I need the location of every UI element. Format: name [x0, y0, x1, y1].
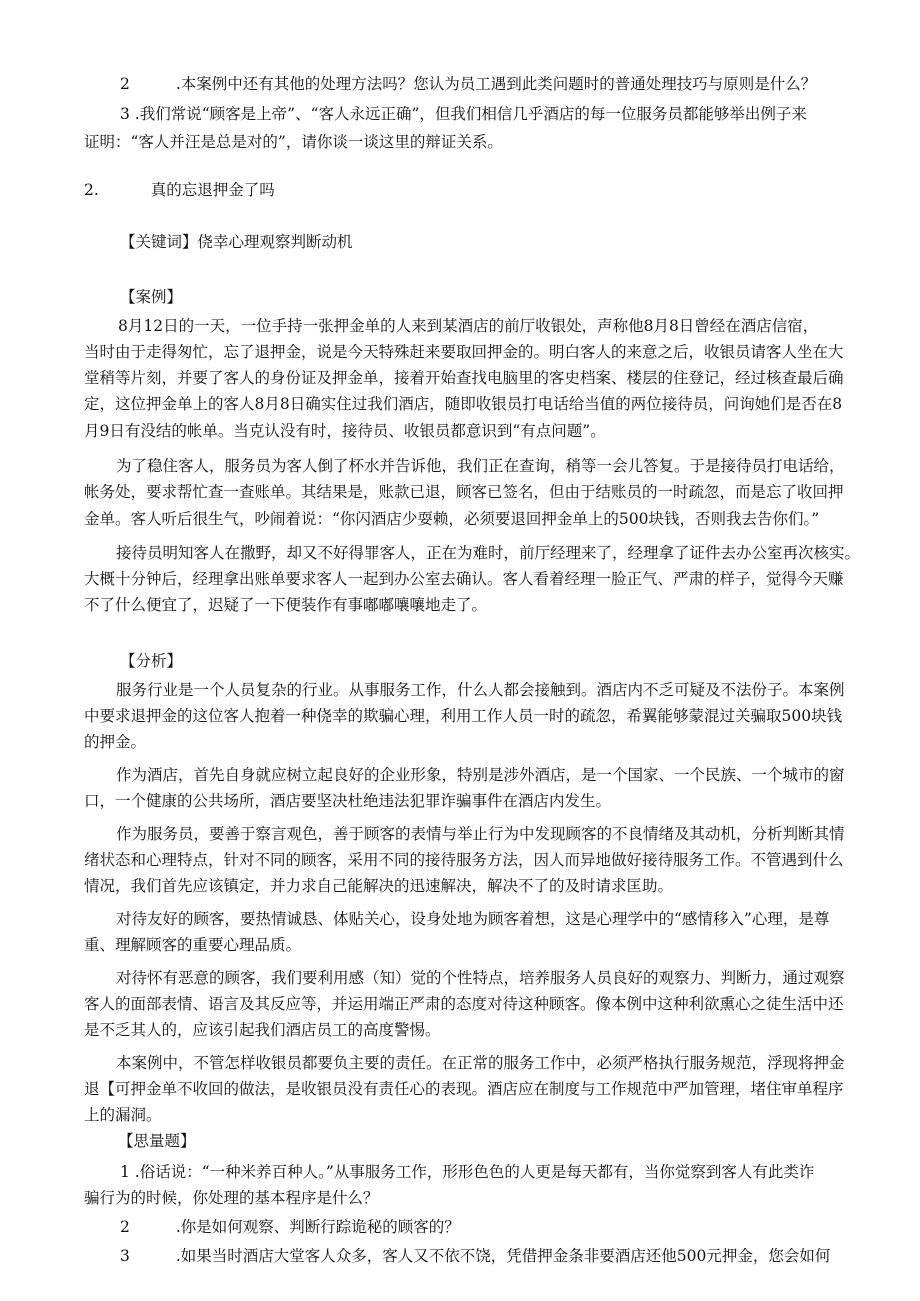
analysis-line: 对待友好的顾客，要热情诚恳、体贴关心，设身处地为顾客着想，这是心理学中的“感情移入”心理，是尊 [116, 910, 830, 928]
question-number: 3 [120, 1247, 130, 1265]
case-paragraph-line: 8月12日的一天，一位手持一张押金单的人来到某酒店的前厅收银处，声称他8月8日曾经在酒店信宿， [118, 317, 819, 335]
analysis-heading: 【分析】 [120, 652, 183, 670]
analysis-line: 重、理解顾客的重要心理品质。 [84, 936, 302, 954]
section-heading [84, 177, 844, 203]
section-title: 真的忘退押金了吗 [150, 181, 275, 199]
case-paragraph-line: 月9日有没结的帐单。当克认没有时，接待员、收银员都意识到“有点问题”。 [84, 422, 606, 440]
question-text: .如果当时酒店大堂客人众多，客人又不依不饶，凭借押金条非要酒店还他500元押金，您会如何 [175, 1247, 831, 1265]
question-number: 2 [120, 1218, 130, 1236]
analysis-line: 的押金。 [84, 733, 147, 751]
analysis-line: 本案例中，不管怎样收银员都要负主要的责任。在正常的服务工作中，必须严格执行服务规范，浮现将押金 [116, 1054, 845, 1072]
analysis-line: 情况，我们首先应该镇定，并力求自己能解决的迅速解决，解决不了的及时请求匡助。 [84, 877, 674, 895]
analysis-line: 作为服务员，要善于察言观色，善于顾客的表情与举止行为中发现顾客的不良情绪及其动机，分析判断其情 [116, 825, 845, 843]
question-1-line-2: 骗行为的时候，你处理的基本程序是什么？ [84, 1189, 379, 1207]
analysis-line: 对待怀有恶意的顾客，我们要利用感（知）觉的个性特点，培养服务人员良好的观察力、判断力，通过观察 [116, 969, 845, 987]
analysis-line: 绪状态和心理特点，针对不同的顾客，采用不同的接待服务方法，因人而异地做好接待服务工作。不管遇到什么 [84, 851, 844, 869]
case-paragraph-line: 为了稳住客人，服务员为客人倒了杯水并告诉他，我们正在查询，稍等一会儿答复。于是接待员打电话给， [116, 457, 845, 475]
analysis-line: 是不乏其人的，应该引起我们酒店员工的高度警惕。 [84, 1021, 441, 1039]
question-3 [120, 1243, 880, 1269]
case-paragraph-line: 堂稍等片刻，并要了客人的身份证及押金单，接着开始查找电脑里的客史档案、楼层的住登记，经过核查最后确 [84, 369, 844, 387]
question-text: .你是如何观察、判断行踪诡秘的顾客的？ [175, 1218, 460, 1236]
analysis-line: 客人的面部表情、语言及其反应等，并运用端正严肃的态度对待这种顾客。像本例中这种利欲熏心之徒生活中还 [84, 995, 844, 1013]
analysis-line: 退【可押金单不收回的做法，是收银员没有责任心的表现。酒店应在制度与工作规范中严加管理，堵住审单程序 [84, 1080, 844, 1098]
section-number: 2. [84, 181, 99, 199]
case-paragraph-line: 大概十分钟后，经理拿出账单要求客人一起到办公室去确认。客人看着经理一脸正气、严肃的样子，觉得今天赚 [84, 570, 844, 588]
case-paragraph-line: 接待员明知客人在撒野，却又不好得罪客人，正在为难时，前厅经理来了，经理拿了证件去办公室再次核实。 [116, 544, 861, 562]
question-item-3-line-2: 证明：“客人并汪是总是对的”，请你谈一谈这里的辩证关系。 [84, 133, 503, 151]
analysis-line: 中要求退押金的这位客人抱着一种侥幸的欺骗心理，利用工作人员一时的疏忽，希翼能够蒙混过关骗取500块钱 [84, 707, 843, 725]
case-paragraph-line: 当时由于走得匆忙，忘了退押金，说是今天特殊赶来要取回押金的。明白客人的来意之后，收银员请客人坐在大 [84, 343, 844, 361]
case-paragraph-line: 不了什么便宜了，迟疑了一下便装作有事嘟嘟嚷嚷地走了。 [84, 596, 488, 614]
question-2 [120, 1214, 880, 1240]
keywords: 【关键词】侥幸心理观察判断动机 [120, 233, 353, 251]
question-text: .本案例中还有其他的处理方法吗？您认为员工遇到此类问题时的普通处理技巧与原则是什么？ [175, 75, 817, 93]
case-paragraph-line: 金单。客人听后很生气，吵闹着说：“你闪酒店少耍赖，必须要退回押金单上的500块钱，否则我去告你们。” [84, 510, 820, 528]
question-1-line-1: 1 .俗话说：“一种米养百种人。”从事服务工作，形形色色的人更是每天都有，当你觉察到客人有此类诈 [120, 1163, 815, 1181]
question-item-3-line-1: 3 .我们常说“顾客是上帝”、“客人永远正确”，但我们相信几乎酒店的每一位服务员都能够举出例子来 [120, 105, 807, 123]
case-heading: 【案例】 [120, 288, 183, 306]
question-number: 2 [120, 75, 130, 93]
case-paragraph-line: 帐务处，要求帮忙查一查账单。其结果是，账款已退，顾客已签名，但由于结账员的一时疏忽，而是忘了收回押 [84, 483, 844, 501]
analysis-line: 服务行业是一个人员复杂的行业。从事服务工作，什么人都会接触到。酒店内不乏可疑及不法份子。本案例 [116, 681, 845, 699]
analysis-line: 上的漏洞。 [84, 1106, 162, 1124]
questions-heading: 【思量题】 [118, 1132, 196, 1150]
analysis-line: 作为酒店，首先自身就应树立起良好的企业形象，特别是涉外酒店，是一个国家、一个民族、一个城市的窗 [116, 766, 845, 784]
analysis-line: 口，一个健康的公共场所，酒店要坚决杜绝违法犯罪诈骗事件在酒店内发生。 [84, 792, 612, 810]
question-item-2 [120, 71, 880, 97]
case-paragraph-line: 定，这位押金单上的客人8月8日确实住过我们酒店，随即收银员打电话给当值的两位接待员，问询她们是否在8 [84, 395, 843, 413]
